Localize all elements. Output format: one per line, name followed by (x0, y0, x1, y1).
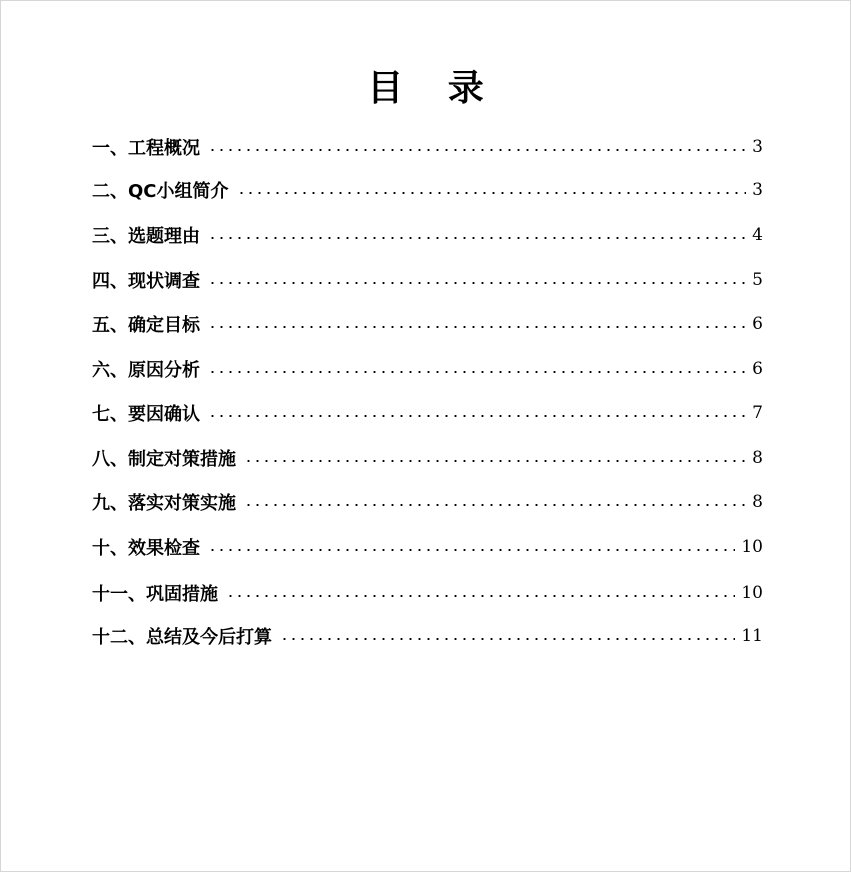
toc-dot-leader (280, 638, 735, 640)
toc-entry-label: 一、工程概况 (92, 138, 200, 159)
toc-entry-label: 十二、总结及今后打算 (92, 627, 272, 648)
toc-dot-leader (226, 595, 735, 597)
toc-dot-leader (208, 371, 746, 373)
toc-dot-leader (208, 282, 746, 284)
toc-entry-label: 五、确定目标 (92, 315, 200, 336)
toc-dot-leader (244, 460, 746, 462)
toc-dot-leader (208, 326, 746, 328)
toc-entry-page-number: 7 (752, 403, 763, 423)
toc-entry-label: 四、现状调查 (92, 271, 200, 292)
toc-entry-page-number: 4 (752, 225, 763, 245)
toc-entry[interactable] (92, 351, 763, 387)
toc-entry-page-number: 8 (752, 448, 763, 468)
toc-entry-page-number: 10 (741, 583, 763, 603)
toc-entry-label: 八、制定对策措施 (92, 449, 236, 470)
toc-entry[interactable] (92, 575, 763, 611)
toc-dot-leader (244, 504, 746, 506)
toc-entry-label: 六、原因分析 (92, 360, 200, 381)
toc-entry-label: 七、要因确认 (92, 404, 200, 425)
toc-entry-page-number: 8 (752, 492, 763, 512)
toc-dot-leader (208, 415, 746, 417)
toc-entry-page-number: 6 (752, 359, 763, 379)
toc-entry[interactable] (92, 306, 763, 342)
toc-entry[interactable] (92, 172, 763, 208)
toc-entry-page-number: 10 (741, 537, 763, 557)
toc-entry[interactable] (92, 129, 763, 165)
toc-entry[interactable] (92, 217, 763, 253)
toc-entry[interactable] (92, 440, 763, 476)
toc-entry-page-number: 3 (752, 137, 763, 157)
toc-entry[interactable] (92, 529, 763, 565)
toc-entry[interactable] (92, 618, 763, 654)
toc-entry-label: 二、QC小组简介 (92, 181, 229, 202)
toc-entry-label: 十一、巩固措施 (92, 584, 218, 605)
toc-dot-leader (208, 149, 746, 151)
toc-entry-page-number: 11 (741, 626, 763, 646)
toc-entry-label: 九、落实对策实施 (92, 493, 236, 514)
toc-entry-page-number: 6 (752, 314, 763, 334)
toc-entry-label: 十、效果检查 (92, 538, 200, 559)
toc-entry-page-number: 5 (752, 270, 763, 290)
toc-entry-label: 三、选题理由 (92, 226, 200, 247)
toc-entry[interactable] (92, 484, 763, 520)
toc-entry[interactable] (92, 395, 763, 431)
toc-title: 目 录 (367, 68, 500, 109)
toc-entry-page-number: 3 (752, 180, 763, 200)
toc-dot-leader (208, 549, 735, 551)
toc-dot-leader (208, 237, 746, 239)
toc-entry[interactable] (92, 262, 763, 298)
toc-dot-leader (237, 192, 747, 194)
